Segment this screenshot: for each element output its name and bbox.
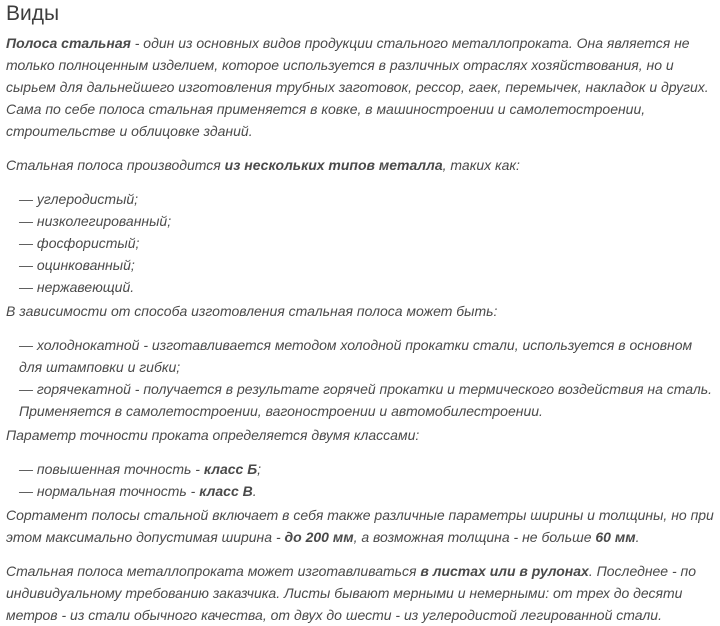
paragraph-production-intro: В зависимости от способа изготовления стальная полоса может быть: [6,303,498,319]
list-item-cold-rolled: — холоднокатной - изготавливается методом холодной прокатки стали, используется в основном для штамповки и гибки; [19,337,693,375]
list-item-low-alloy: — низколегированный; [19,213,172,229]
page-title: Виды [6,2,60,25]
paragraph-metal-types-intro: Стальная полоса производится из нескольких типов металла, таких как: [6,157,520,173]
list-item-hot-rolled: — горячекатной - получается в результате горячей прокатки и термического воздействия на сталь. Применяется в самолетостроении, вагоностроении и автомобилестроении. [19,381,713,419]
list-item-phosphorous: — фосфористый; [19,235,140,251]
paragraph-intro: Полоса стальная - один из основных видов продукции стального металлопроката. Она является не только полноценным изделием, которое используется в различных отраслях хозяйствования, но и сырьем для дальнейшего изготовления трубных заготовок, рессор, гаек, перемычек, накладок и других. Сама по себе полоса стальная применяется в ковке, в машиностроении и самолетостроении, строительстве и облицовке зданий. [6,35,709,139]
paragraph-sheets: Стальная полоса металлопроката может изготавливаться в листах или в рулонах. Последнее - по индивидуальному требованию заказчика. Листы бывают мерными и немерными: от трех до десяти метров - из стали обычного качества, от двух до шести - из углеродистой легированной стали. [6,563,697,623]
paragraph-sortament: Сортамент полосы стальной включает в себя также различные параметры ширины и толщины, но при этом максимально допустимая ширина - до 200 мм, а возможная толщина - не больше 60 мм. [6,507,714,545]
list-item-class-b: — повышенная точность - класс Б; [19,461,262,477]
list-metal-types [6,188,714,298]
list-item-carbon: — углеродистый; [19,191,139,207]
list-item-stainless: — нержавеющий. [19,279,135,295]
paragraph-precision-intro: Параметр точности проката определяется двумя классами: [6,427,420,443]
list-precision-classes [6,458,714,502]
list-item-galvanized: — оцинкованный; [19,257,135,273]
list-production-types [6,334,714,422]
list-item-class-v: — нормальная точность - класс В. [19,483,257,499]
